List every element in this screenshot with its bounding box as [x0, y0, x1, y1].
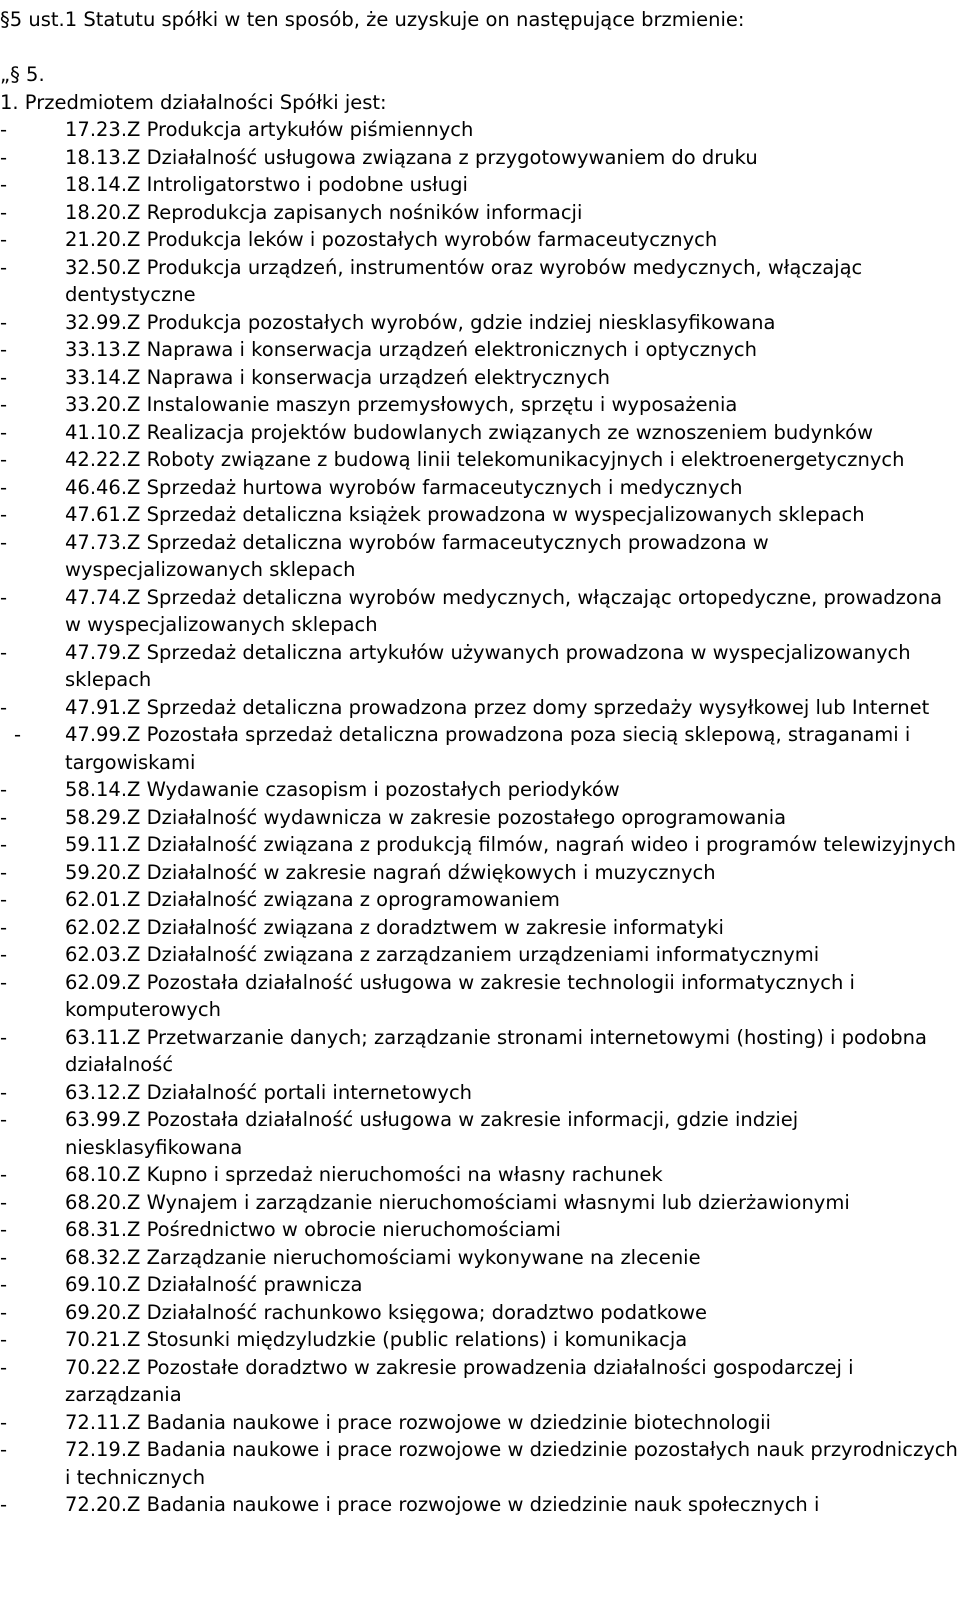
activity-code-text: 68.10.Z Kupno i sprzedaż nieruchomości na własny rachunek [65, 1163, 663, 1186]
list-item [0, 171, 958, 199]
bullet-dash: - [0, 200, 8, 224]
list-item [0, 391, 958, 419]
list-item [0, 419, 958, 447]
list-item [0, 199, 958, 227]
list-item [0, 1409, 958, 1437]
activity-code-text: 42.22.Z Roboty związane z budową linii telekomunikacyjnych i elektroenergetycznych [65, 448, 905, 471]
list-item [0, 1271, 958, 1299]
bullet-dash: - [0, 1438, 8, 1461]
bullet-dash: - [0, 778, 8, 801]
bullet-dash: - [0, 888, 8, 911]
activity-code-text: 21.20.Z Produkcja leków i pozostałych wyrobów farmaceutycznych [65, 228, 718, 251]
list-item [0, 501, 958, 529]
bullet-dash: - [0, 420, 8, 444]
bullet-dash: - [0, 1218, 8, 1241]
list-item [0, 721, 958, 776]
bullet-dash: - [0, 310, 8, 334]
list-item [0, 1079, 958, 1107]
bullet-dash: - [0, 365, 8, 389]
list-item [0, 1326, 958, 1354]
activity-code-text: 72.19.Z Badania naukowe i prace rozwojowe w dziedzinie pozostałych nauk przyrodniczych i technicznych [65, 1438, 958, 1489]
list-item [0, 1354, 958, 1409]
activity-code-text: 59.20.Z Działalność w zakresie nagrań dźwiękowych i muzycznych [65, 860, 716, 884]
activity-code-text: 18.13.Z Działalność usługowa związana z przygotowywaniem do druku [65, 145, 758, 169]
bullet-dash: - [0, 860, 8, 884]
bullet-dash: - [0, 1080, 8, 1104]
activity-code-text: 41.10.Z Realizacja projektów budowlanych związanych ze wznoszeniem budynków [65, 420, 874, 444]
bullet-dash: - [0, 1355, 8, 1379]
bullet-dash: - [0, 1108, 8, 1131]
bullet-dash: - [0, 228, 8, 251]
list-item [0, 776, 958, 804]
bullet-dash: - [0, 118, 8, 141]
list-item [0, 694, 958, 722]
bullet-dash: - [0, 145, 8, 169]
bullet-dash: - [0, 475, 8, 499]
bullet-dash: - [0, 1410, 8, 1434]
list-item [0, 639, 958, 694]
section-heading: 1. Przedmiotem działalności Spółki jest: [0, 91, 387, 114]
list-item [0, 1216, 958, 1244]
list-item [0, 941, 958, 969]
list-item [0, 474, 958, 502]
list-item [0, 116, 958, 144]
activity-code-text: 62.09.Z Pozostała działalność usługowa w zakresie technologii informatycznych i komputerowych [65, 970, 855, 1021]
activity-code-text: 47.73.Z Sprzedaż detaliczna wyrobów farmaceutycznych prowadzona w wyspecjalizowanych sklepach [65, 530, 769, 581]
list-item [0, 1106, 958, 1161]
list-item [0, 364, 958, 392]
activity-code-text: 33.20.Z Instalowanie maszyn przemysłowych, sprzętu i wyposażenia [65, 393, 738, 416]
activity-code-text: 33.13.Z Naprawa i konserwacja urządzeń elektronicznych i optycznych [65, 338, 757, 361]
bullet-dash: - [0, 393, 8, 416]
activity-code-text: 68.32.Z Zarządzanie nieruchomościami wykonywane na zlecenie [65, 1245, 701, 1269]
bullet-dash: - [0, 585, 8, 609]
bullet-dash: - [0, 255, 8, 279]
bullet-dash: - [0, 1328, 8, 1351]
activity-code-text: 58.29.Z Działalność wydawnicza w zakresie pozostałego oprogramowania [65, 805, 787, 829]
bullet-dash: - [0, 448, 8, 471]
activity-list [0, 116, 958, 1519]
activity-code-text: 47.61.Z Sprzedaż detaliczna książek prowadzona w wyspecjalizowanych sklepach [65, 503, 865, 526]
list-item [0, 1299, 958, 1327]
bullet-dash: - [0, 1273, 8, 1296]
activity-code-text: 70.21.Z Stosunki międzyludzkie (public relations) i komunikacja [65, 1328, 688, 1351]
activity-code-text: 63.11.Z Przetwarzanie danych; zarządzanie stronami internetowymi (hosting) i podobna działalność [65, 1025, 927, 1076]
list-item [0, 144, 958, 172]
list-item [0, 1436, 958, 1491]
bullet-dash: - [0, 1163, 8, 1186]
bullet-dash: - [0, 915, 8, 939]
list-item [0, 309, 958, 337]
list-item [0, 1161, 958, 1189]
bullet-dash: - [0, 695, 8, 719]
bullet-dash: - [0, 1245, 8, 1269]
activity-code-text: 33.14.Z Naprawa i konserwacja urządzeń elektrycznych [65, 365, 610, 389]
list-item [0, 584, 958, 639]
activity-code-text: 58.14.Z Wydawanie czasopism i pozostałych periodyków [65, 778, 620, 801]
list-item [0, 831, 958, 859]
activity-code-text: 59.11.Z Działalność związana z produkcją filmów, nagrań wideo i programów telewizyjnych [65, 833, 956, 856]
bullet-dash: - [0, 338, 8, 361]
bullet-dash: - [0, 970, 8, 994]
activity-code-text: 47.74.Z Sprzedaż detaliczna wyrobów medycznych, włączając ortopedyczne, prowadzona w wyspecjalizowanych sklepach [65, 585, 943, 636]
bullet-dash: - [0, 833, 8, 856]
list-item [0, 1244, 958, 1272]
intro-text: §5 ust.1 Statutu spółki w ten sposób, że uzyskuje on następujące brzmienie: [0, 8, 745, 31]
list-item [0, 1491, 958, 1519]
activity-code-text: 68.31.Z Pośrednictwo w obrocie nieruchomościami [65, 1218, 561, 1241]
list-item [0, 969, 958, 1024]
list-item [0, 226, 958, 254]
bullet-dash: - [0, 640, 8, 664]
activity-code-text: 47.99.Z Pozostała sprzedaż detaliczna prowadzona poza siecią sklepową, straganami i targowiskami [65, 723, 911, 774]
activity-code-text: 72.20.Z Badania naukowe i prace rozwojowe w dziedzinie nauk społecznych i [65, 1493, 820, 1516]
list-item [0, 804, 958, 832]
bullet-dash: - [0, 1493, 8, 1516]
bullet-dash: - [0, 943, 8, 966]
activity-code-text: 62.02.Z Działalność związana z doradztwem w zakresie informatyki [65, 915, 724, 939]
bullet-dash: - [0, 503, 8, 526]
list-item [0, 529, 958, 584]
list-item [0, 1024, 958, 1079]
bullet-dash: - [0, 805, 8, 829]
bullet-dash: - [0, 173, 8, 196]
activity-code-text: 46.46.Z Sprzedaż hurtowa wyrobów farmaceutycznych i medycznych [65, 475, 743, 499]
activity-code-text: 47.91.Z Sprzedaż detaliczna prowadzona przez domy sprzedaży wysyłkowej lub Internet [65, 695, 930, 719]
activity-code-text: 47.79.Z Sprzedaż detaliczna artykułów używanych prowadzona w wyspecjalizowanych sklepach [65, 640, 911, 691]
list-item [0, 1189, 958, 1217]
activity-code-text: 32.99.Z Produkcja pozostałych wyrobów, gdzie indziej niesklasyfikowana [65, 310, 776, 334]
list-item [0, 336, 958, 364]
list-item [0, 254, 958, 309]
activity-code-text: 18.14.Z Introligatorstwo i podobne usługi [65, 173, 468, 196]
bullet-dash: - [0, 1300, 8, 1324]
list-item [0, 859, 958, 887]
activity-code-text: 18.20.Z Reprodukcja zapisanych nośników informacji [65, 200, 583, 224]
activity-code-text: 32.50.Z Produkcja urządzeń, instrumentów oraz wyrobów medycznych, włączając dentystyczne [65, 255, 863, 306]
activity-code-text: 62.01.Z Działalność związana z oprogramowaniem [65, 888, 560, 911]
bullet-dash: - [14, 723, 22, 746]
bullet-dash: - [0, 1190, 8, 1214]
bullet-dash: - [0, 1025, 8, 1049]
list-item [0, 446, 958, 474]
section-mark: „§ 5. [0, 63, 45, 86]
activity-code-text: 17.23.Z Produkcja artykułów piśmiennych [65, 118, 474, 141]
activity-code-text: 62.03.Z Działalność związana z zarządzaniem urządzeniami informatycznymi [65, 943, 820, 966]
bullet-dash: - [0, 530, 8, 554]
activity-code-text: 63.99.Z Pozostała działalność usługowa w zakresie informacji, gdzie indziej niesklasyfikowana [65, 1108, 799, 1159]
activity-code-text: 72.11.Z Badania naukowe i prace rozwojowe w dziedzinie biotechnologii [65, 1410, 771, 1434]
activity-code-text: 63.12.Z Działalność portali internetowych [65, 1080, 473, 1104]
list-item [0, 886, 958, 914]
activity-code-text: 69.10.Z Działalność prawnicza [65, 1273, 363, 1296]
list-item [0, 914, 958, 942]
activity-code-text: 68.20.Z Wynajem i zarządzanie nieruchomościami własnymi lub dzierżawionymi [65, 1190, 850, 1214]
activity-code-text: 69.20.Z Działalność rachunkowo księgowa; doradztwo podatkowe [65, 1300, 708, 1324]
activity-code-text: 70.22.Z Pozostałe doradztwo w zakresie prowadzenia działalności gospodarczej i zarządzania [65, 1355, 854, 1406]
